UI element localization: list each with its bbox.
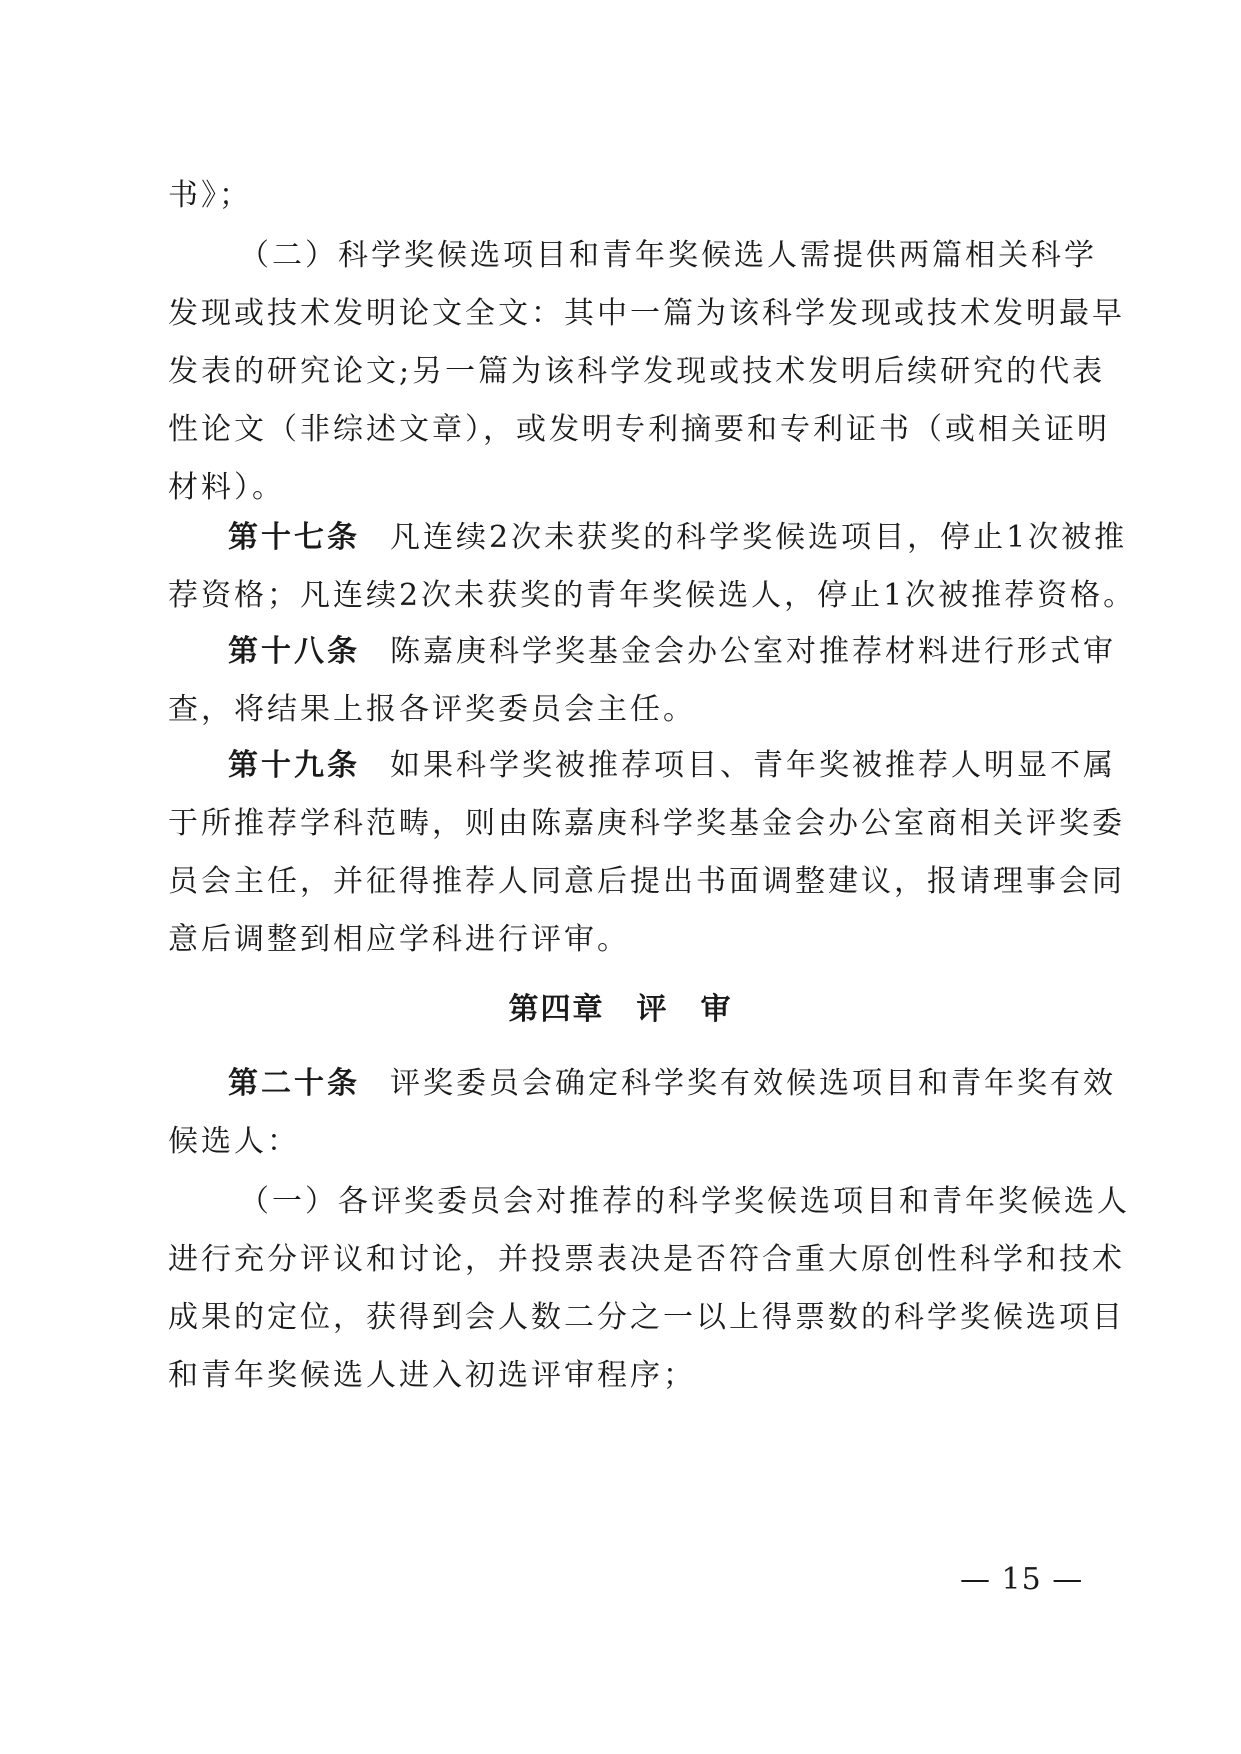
article-text: 陈嘉庚科学奖基金会办公室对推荐材料进行形式审 [390, 634, 1116, 669]
text-line: 和青年奖候选人进入初选评审程序； [168, 1358, 696, 1393]
text-line: 书》； [168, 178, 252, 213]
chapter-title-char: 评 [636, 992, 669, 1027]
text-line: 候选人： [168, 1124, 300, 1159]
chapter-heading [168, 990, 1073, 1030]
text-line: 发表的研究论文;另一篇为该科学发现或技术发明后续研究的代表 [168, 354, 1106, 389]
chapter-title-char: 审 [700, 992, 733, 1027]
text-line: 查，将结果上报各评奖委员会主任。 [168, 692, 696, 727]
text-line: （二）科学奖候选项目和青年奖候选人需提供两篇相关科学 [239, 238, 1097, 273]
article-text: 如果科学奖被推荐项目、青年奖被推荐人明显不属 [390, 748, 1116, 783]
text-line: 成果的定位，获得到会人数二分之一以上得票数的科学奖候选项目 [168, 1300, 1125, 1335]
article-17 [228, 518, 1128, 558]
article-18 [228, 632, 1116, 672]
article-text: 凡连续2次未获奖的科学奖候选项目，停止1次被推 [390, 520, 1128, 555]
article-20 [228, 1064, 1116, 1104]
text-line: 性论文（非综述文章），或发明专利摘要和专利证书（或相关证明 [168, 412, 1110, 447]
text-line: 材料）。 [168, 470, 285, 505]
article-label: 第十九条 [228, 748, 360, 783]
article-label: 第二十条 [228, 1066, 360, 1101]
article-19 [228, 746, 1116, 786]
text-line: 荐资格；凡连续2次未获奖的青年奖候选人，停止1次被推荐资格。 [168, 578, 1137, 613]
text-line: 于所推荐学科范畴，则由陈嘉庚科学奖基金会办公室商相关评奖委 [168, 806, 1125, 841]
page-number: — 15 — [960, 1562, 1084, 1597]
article-label: 第十八条 [228, 634, 360, 669]
article-label: 第十七条 [228, 520, 360, 555]
chapter-number: 第四章 [508, 992, 605, 1027]
text-line: 员会主任，并征得推荐人同意后提出书面调整建议，报请理事会同 [168, 864, 1125, 899]
text-line: 发现或技术发明论文全文：其中一篇为该科学发现或技术发明最早 [168, 296, 1125, 331]
text-line: 意后调整到相应学科进行评审。 [168, 922, 630, 957]
text-line: 进行充分评议和讨论，并投票表决是否符合重大原创性科学和技术 [168, 1242, 1125, 1277]
article-text: 评奖委员会确定科学奖有效候选项目和青年奖有效 [390, 1066, 1116, 1101]
text-line: （一）各评奖委员会对推荐的科学奖候选项目和青年奖候选人 [239, 1184, 1130, 1219]
